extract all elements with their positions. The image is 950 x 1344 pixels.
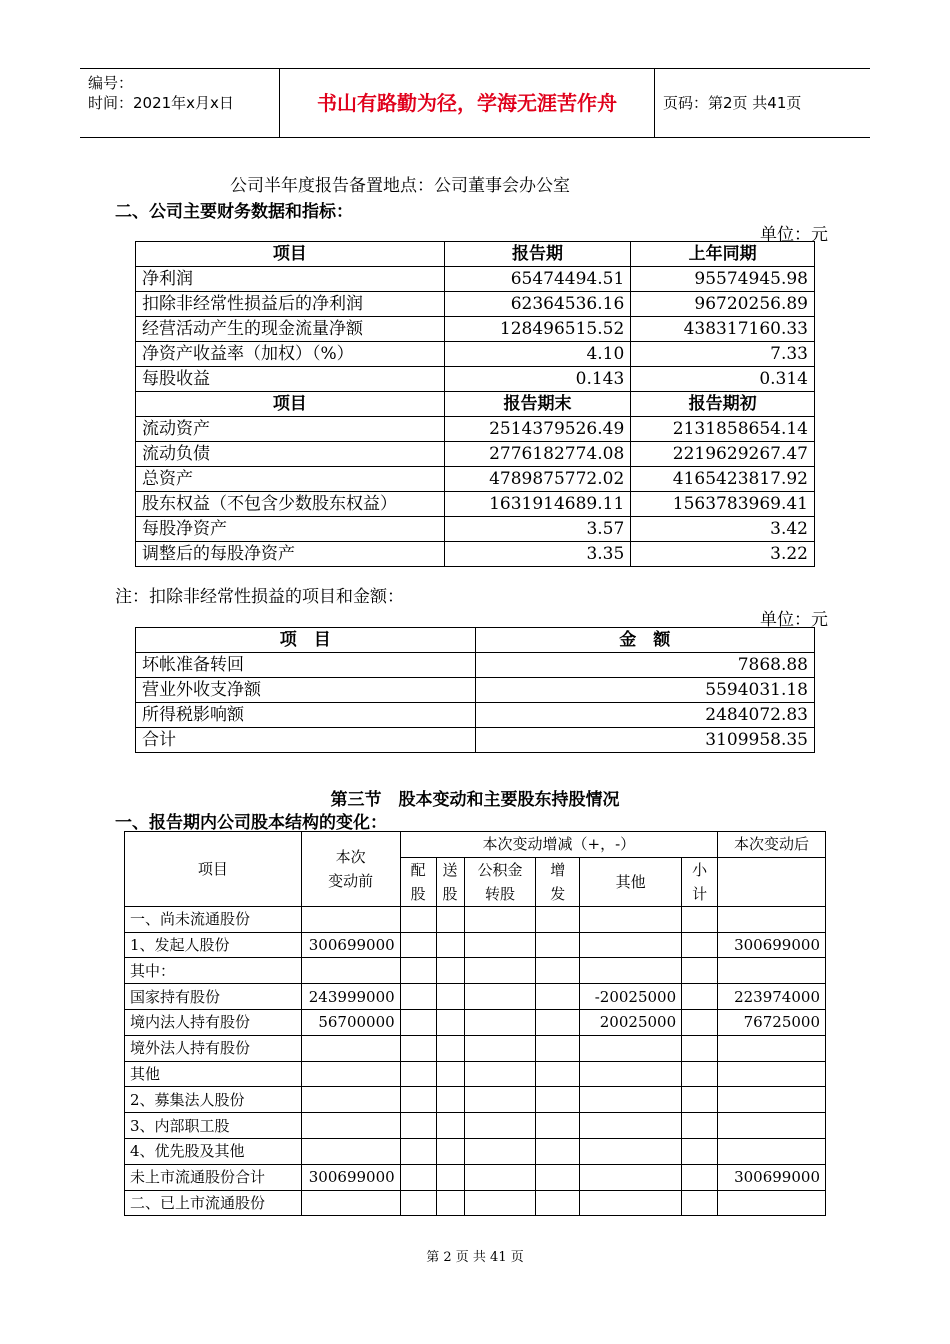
row-label: 每股净资产: [136, 517, 445, 542]
row-value: [718, 906, 826, 932]
header-code: 编号：: [88, 74, 134, 92]
page-footer: 第 2 页 共 41 页: [426, 1250, 524, 1265]
head-line: 增: [550, 860, 566, 879]
row-value: 20025000: [580, 1009, 682, 1035]
row-value: 56700000: [301, 1009, 400, 1035]
note-line: 注：扣除非经常性损益的项目和金额：: [115, 587, 404, 607]
table3-head-after-blank: [718, 857, 826, 906]
row-value: [580, 1035, 682, 1061]
row-value: 223974000: [718, 984, 826, 1010]
row-value: [301, 1113, 400, 1139]
financial-indicators-table: [135, 241, 815, 567]
row-value: 96720256.89: [631, 292, 815, 317]
table-row: [125, 906, 826, 932]
nonrecurring-items-table: [135, 627, 815, 753]
head-line: 股: [442, 884, 458, 903]
table-row: [136, 367, 815, 392]
head-line: 股: [410, 884, 426, 903]
row-label: 所得税影响额: [136, 703, 476, 728]
row-value: [718, 1190, 826, 1216]
row-value: 300699000: [301, 1164, 400, 1190]
row-label: 净资产收益率（加权）（%）: [136, 342, 445, 367]
table1-head-periodend: 报告期末: [444, 392, 631, 417]
table-row: [136, 292, 815, 317]
table3-head-before: [301, 832, 400, 907]
table-row: [125, 958, 826, 984]
row-value: 3.22: [631, 542, 815, 567]
row-value: [718, 1087, 826, 1113]
table-row: [136, 653, 815, 678]
row-label: 合计: [136, 728, 476, 753]
row-value: [718, 1113, 826, 1139]
table-row: [125, 1087, 826, 1113]
head-line: 小: [692, 860, 708, 879]
table-row: [136, 517, 815, 542]
section3-title: 第三节 股本变动和主要股东持股情况: [330, 790, 620, 810]
table-row: [136, 703, 815, 728]
row-value: [580, 958, 682, 984]
row-value: 65474494.51: [444, 267, 631, 292]
row-value: 2776182774.08: [444, 442, 631, 467]
row-value: [301, 1035, 400, 1061]
table-row: [125, 1164, 826, 1190]
table-row: [136, 542, 815, 567]
row-value: [718, 1138, 826, 1164]
unit-label: 单位：元: [760, 225, 828, 245]
row-label: 坏帐准备转回: [136, 653, 476, 678]
table-row: [136, 728, 815, 753]
row-label: 股东权益（不包含少数股东权益）: [136, 492, 445, 517]
row-value: 0.143: [444, 367, 631, 392]
table-row: [136, 678, 815, 703]
header-page: 页码：第2页 共41页: [663, 94, 802, 112]
table-row: [136, 342, 815, 367]
row-value: [580, 932, 682, 958]
row-value: 7.33: [631, 342, 815, 367]
table-row: [125, 932, 826, 958]
row-value: 300699000: [718, 932, 826, 958]
row-label: 其中：: [125, 958, 302, 984]
row-label: 一、尚未流通股份: [125, 906, 302, 932]
row-label: 其他: [125, 1061, 302, 1087]
row-label: 调整后的每股净资产: [136, 542, 445, 567]
row-value: [301, 1061, 400, 1087]
row-label: 1、发起人股份: [125, 932, 302, 958]
table-row: [136, 442, 815, 467]
table-row: [125, 1138, 826, 1164]
row-value: 4165423817.92: [631, 467, 815, 492]
row-value: 3.35: [444, 542, 631, 567]
row-value: 1563783969.41: [631, 492, 815, 517]
table-row: [136, 492, 815, 517]
row-value: 300699000: [301, 932, 400, 958]
head-line: 公积金: [477, 860, 523, 879]
table3-head-other: 其他: [580, 857, 682, 906]
table1-head-item: 项目: [136, 392, 445, 417]
row-value: 2514379526.49: [444, 417, 631, 442]
table1-head-period: 报告期: [444, 242, 631, 267]
table1-head1: [136, 242, 815, 267]
row-value: 4789875772.02: [444, 467, 631, 492]
row-value: [580, 1190, 682, 1216]
row-value: 2131858654.14: [631, 417, 815, 442]
row-label: 总资产: [136, 467, 445, 492]
table-row: [125, 1113, 826, 1139]
row-value: [580, 1061, 682, 1087]
table1-head-periodstart: 报告期初: [631, 392, 815, 417]
row-label: 净利润: [136, 267, 445, 292]
row-value: 62364536.16: [444, 292, 631, 317]
row-label: 4、优先股及其他: [125, 1138, 302, 1164]
row-value: [580, 906, 682, 932]
row-value: [580, 1087, 682, 1113]
head-line: 发: [550, 884, 566, 903]
row-value: [718, 958, 826, 984]
row-value: 3.57: [444, 517, 631, 542]
row-value: [301, 1190, 400, 1216]
row-value: 2484072.83: [475, 703, 814, 728]
table3-head-change: 本次变动增减（+，-）: [400, 832, 717, 858]
row-value: 300699000: [718, 1164, 826, 1190]
row-label: 营业外收支净额: [136, 678, 476, 703]
row-label: 每股收益: [136, 367, 445, 392]
table-row: [136, 317, 815, 342]
table1-head-item: 项目: [136, 242, 445, 267]
head-line: 计: [692, 884, 708, 903]
page-header: [80, 68, 870, 138]
table3-head-after: 本次变动后: [718, 832, 826, 858]
table-row: [125, 984, 826, 1010]
table-row: [125, 1009, 826, 1035]
table3-head-row1: [125, 832, 826, 858]
row-label: 国家持有股份: [125, 984, 302, 1010]
row-value: [718, 1061, 826, 1087]
head-line: 转股: [484, 884, 515, 903]
table-row: [125, 1190, 826, 1216]
share-structure-table: [124, 831, 826, 1216]
table3-head-zeng: [536, 857, 580, 906]
table2-head-item: 项 目: [136, 628, 476, 653]
sub1-title: 一、报告期内公司股本结构的变化：: [115, 813, 387, 833]
table1-head2: [136, 392, 815, 417]
table3-head-xiaoji: [682, 857, 718, 906]
row-value: 1631914689.11: [444, 492, 631, 517]
row-value: 3109958.35: [475, 728, 814, 753]
row-value: [301, 958, 400, 984]
row-value: 243999000: [301, 984, 400, 1010]
intro-line: 公司半年度报告备置地点：公司董事会办公室: [230, 176, 570, 196]
row-value: 0.314: [631, 367, 815, 392]
row-value: [301, 1087, 400, 1113]
row-label: 二、已上市流通股份: [125, 1190, 302, 1216]
row-label: 2、募集法人股份: [125, 1087, 302, 1113]
row-value: 5594031.18: [475, 678, 814, 703]
row-value: 95574945.98: [631, 267, 815, 292]
header-meta: [80, 69, 280, 137]
row-value: [580, 1138, 682, 1164]
table-row: [125, 1035, 826, 1061]
row-value: 128496515.52: [444, 317, 631, 342]
section2-title: 二、公司主要财务数据和指标：: [115, 202, 353, 222]
row-label: 境内法人持有股份: [125, 1009, 302, 1035]
table3-head-before-line1: 本次: [335, 847, 366, 866]
table3-head-pei: [400, 857, 436, 906]
row-label: 3、内部职工股: [125, 1113, 302, 1139]
table-row: [136, 467, 815, 492]
row-label: 扣除非经常性损益后的净利润: [136, 292, 445, 317]
head-line: 送: [442, 860, 458, 879]
row-value: 2219629267.47: [631, 442, 815, 467]
table3-head-gjj: [464, 857, 536, 906]
table2-head-amount: 金 额: [475, 628, 814, 653]
row-value: [301, 906, 400, 932]
row-value: 4.10: [444, 342, 631, 367]
table-row: [125, 1061, 826, 1087]
table-row: [136, 417, 815, 442]
row-label: 经营活动产生的现金流量净额: [136, 317, 445, 342]
header-time: 时间：2021年x月x日: [88, 94, 234, 112]
row-value: [580, 1164, 682, 1190]
table3-head-before-line2: 变动前: [328, 871, 374, 890]
row-label: 流动资产: [136, 417, 445, 442]
row-label: 未上市流通股份合计: [125, 1164, 302, 1190]
row-value: 3.42: [631, 517, 815, 542]
head-line: 配: [410, 860, 426, 879]
row-value: 438317160.33: [631, 317, 815, 342]
table3-head-item: 项目: [125, 832, 302, 907]
table1-head-lastyear: 上年同期: [631, 242, 815, 267]
row-value: [718, 1035, 826, 1061]
row-value: 76725000: [718, 1009, 826, 1035]
row-label: 流动负债: [136, 442, 445, 467]
row-value: [301, 1138, 400, 1164]
header-motto: 书山有路勤为径，学海无涯苦作舟: [280, 69, 655, 137]
table2-head: [136, 628, 815, 653]
row-value: -20025000: [580, 984, 682, 1010]
row-value: 7868.88: [475, 653, 814, 678]
row-value: [580, 1113, 682, 1139]
table3-head-song: [436, 857, 464, 906]
unit-label-2: 单位：元: [760, 610, 828, 630]
row-label: 境外法人持有股份: [125, 1035, 302, 1061]
table-row: [136, 267, 815, 292]
